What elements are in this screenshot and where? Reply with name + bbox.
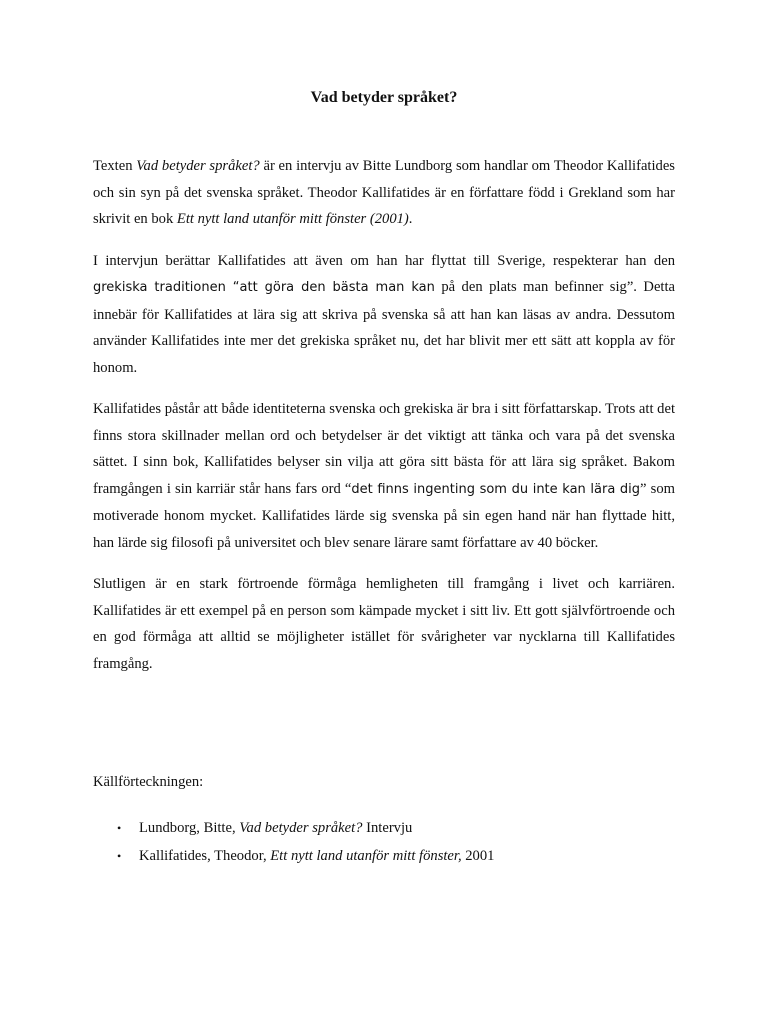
paragraph-3 bbox=[93, 396, 675, 556]
reference-work: Ett nytt land utanför mitt fönster, bbox=[270, 848, 462, 864]
paragraph-2-quote-sans: grekiska traditionen “att göra den bästa man kan bbox=[93, 280, 435, 295]
paragraph-2-text-b: på den plats man befinner sig”. Detta innebär för Kallifatides at lära sig att skriva på svenska så att han kan läsas av andra. Dessutom använder Kallifatides inte mer det grekiska språket nu, det har blivit mer ett sätt att koppla av för honom. bbox=[93, 279, 676, 376]
paragraph-1-italic-title: Vad betyder språket? bbox=[136, 158, 260, 174]
paragraph-1-text-b: är en intervju av Bitte Lundborg som handlar om Theodor Kallifatides och sin syn på det svenska språket. Theodor Kallifatides är en författare född i Grekland som har skrivit en bok bbox=[93, 158, 675, 227]
reference-rest: 2001 bbox=[461, 848, 495, 864]
paragraph-3-text-b: ” som motiverade honom mycket. Kallifatides lärde sig svenska på sin egen hand när han flyttade hitt, han lärde sig filosofi på universitet och blev senare lärare samt författare av 40 böcker. bbox=[93, 480, 675, 551]
references-heading: Källförteckningen: bbox=[93, 774, 204, 790]
bullet-icon: • bbox=[117, 849, 122, 863]
paragraph-3-quote-sans: det finns ingenting som du inte kan lära dig bbox=[351, 481, 641, 497]
references-list bbox=[93, 815, 675, 869]
paragraph-2 bbox=[93, 248, 675, 382]
reference-item bbox=[93, 815, 675, 841]
reference-work: Vad betyder språket? bbox=[239, 820, 363, 836]
paragraph-3-text-a: Kallifatides påstår att både identiteterna svenska och grekiska är bra i sitt författarskap. Trots att det finns stora skillnader mellan ord och betydelser är det viktigt att tänka och vara på det svenska sättet. I sinn bok, Kallifatides belyser sin vilja att göra sitt bästa för att lära sig språket. Bakom framgången i sin karriär står hans fars ord “ bbox=[93, 401, 675, 497]
document-title: Vad betyder språket? bbox=[310, 89, 458, 106]
paragraph-1-italic-book: Ett nytt land utanför mitt fönster (2001) bbox=[176, 211, 409, 227]
paragraph-1-text-c: . bbox=[408, 211, 413, 227]
bullet-icon: • bbox=[117, 821, 122, 835]
document-body bbox=[93, 153, 675, 692]
paragraph-1-text-a: Texten bbox=[93, 158, 137, 174]
reference-rest: Intervju bbox=[362, 820, 413, 836]
references-section bbox=[93, 769, 675, 871]
reference-item bbox=[93, 843, 675, 869]
reference-author: Lundborg, Bitte, bbox=[139, 820, 240, 836]
paragraph-4: Slutligen är en stark förtroende förmåga hemligheten till framgång i livet och karriären. Kallifatides är ett exempel på en person som kämpade mycket i sitt liv. Ett gott självförtroende och en god förmåga att alltid se möjligheter istället för svårigheter var nycklarna till Kallifatides framgång. bbox=[93, 576, 675, 672]
reference-author: Kallifatides, Theodor, bbox=[139, 848, 271, 864]
paragraph-2-text-a: I intervjun berättar Kallifatides att även om han har flyttat till Sverige, respekterar han den bbox=[93, 252, 675, 269]
paragraph-1 bbox=[93, 153, 675, 233]
